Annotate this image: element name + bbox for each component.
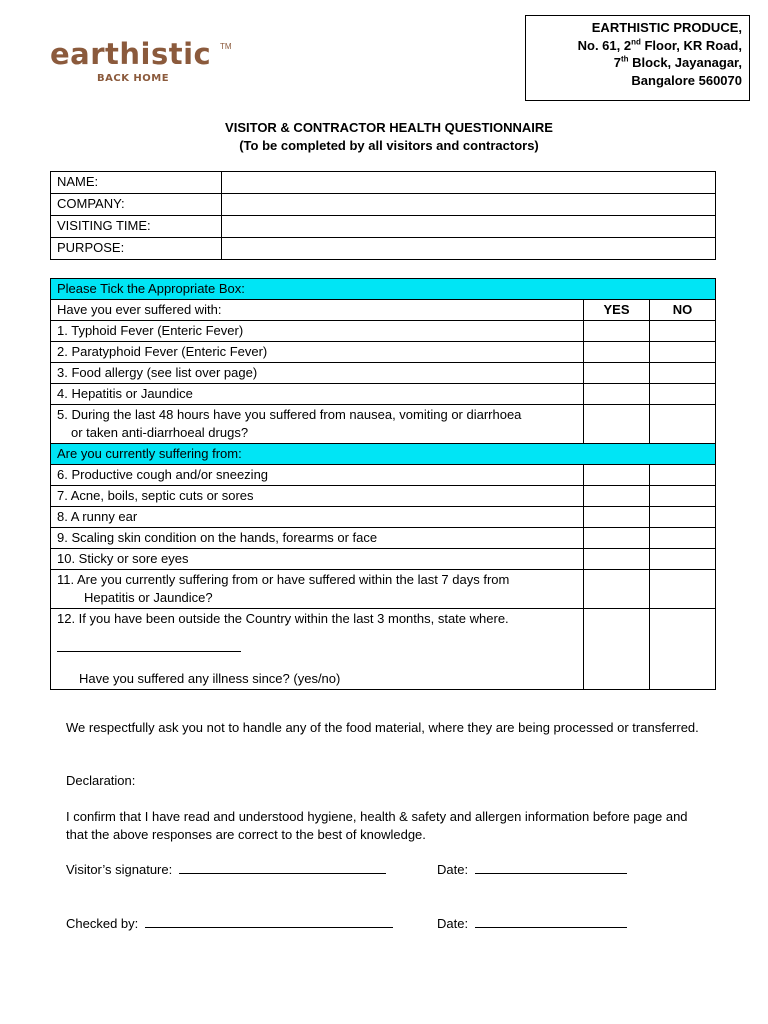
- question-row: [51, 609, 716, 690]
- question-text: [51, 405, 584, 444]
- no-checkbox[interactable]: [650, 342, 716, 363]
- yes-checkbox[interactable]: [584, 363, 650, 384]
- company-field[interactable]: [222, 194, 716, 216]
- company-logo: [50, 37, 240, 84]
- question-line: Have you suffered any illness since? (yes/no): [79, 671, 341, 686]
- question-text: 9. Scaling skin condition on the hands, forearms or face: [51, 528, 584, 549]
- question-row: [51, 342, 716, 363]
- question-row: [51, 384, 716, 405]
- form-title-sub: (To be completed by all visitors and contractors): [239, 138, 539, 153]
- handling-notice: We respectfully ask you not to handle any of the food material, where they are being processed or transferred.: [66, 720, 699, 735]
- no-checkbox[interactable]: [650, 465, 716, 486]
- question-text: 2. Paratyphoid Fever (Enteric Fever): [51, 342, 584, 363]
- yes-checkbox[interactable]: [584, 342, 650, 363]
- section-header: Are you currently suffering from:: [51, 444, 716, 465]
- question-text: [51, 570, 584, 609]
- no-checkbox[interactable]: [650, 570, 716, 609]
- question-text: [51, 609, 584, 690]
- question-text: 4. Hepatitis or Jaundice: [51, 384, 584, 405]
- form-title-main: VISITOR & CONTRACTOR HEALTH QUESTIONNAIRE: [225, 120, 553, 135]
- visitor-info-table: [50, 171, 716, 260]
- date-label: Date:: [437, 916, 469, 931]
- health-questionnaire-table: [50, 278, 716, 690]
- question-row: [51, 507, 716, 528]
- section-header: Please Tick the Appropriate Box:: [51, 279, 716, 300]
- question-row: [51, 363, 716, 384]
- question-line: 11. Are you currently suffering from or have suffered within the last 7 days from: [57, 572, 510, 587]
- visiting-time-field[interactable]: [222, 216, 716, 238]
- info-label: NAME:: [51, 172, 222, 194]
- logo-tagline: BACK HOME: [97, 73, 170, 84]
- info-row-purpose: [51, 238, 716, 260]
- visitor-signature-label: Visitor’s signature:: [66, 862, 173, 877]
- declaration-heading: Declaration:: [66, 773, 136, 788]
- date-line[interactable]: [475, 873, 627, 874]
- question-row: [51, 528, 716, 549]
- question-row: [51, 321, 716, 342]
- no-checkbox[interactable]: [650, 384, 716, 405]
- question-line: or taken anti-diarrhoeal drugs?: [71, 425, 249, 440]
- address-line-2: No. 61, 2nd Floor, KR Road,: [577, 37, 742, 53]
- form-title: [0, 119, 768, 155]
- date-row-1: [437, 861, 637, 879]
- column-header-row: [51, 300, 716, 321]
- country-answer-line[interactable]: [57, 651, 241, 652]
- section-header-row: [51, 279, 716, 300]
- info-row-visiting-time: [51, 216, 716, 238]
- question-text: 10. Sticky or sore eyes: [51, 549, 584, 570]
- yes-checkbox[interactable]: [584, 528, 650, 549]
- yes-checkbox[interactable]: [584, 486, 650, 507]
- date-line[interactable]: [475, 927, 627, 928]
- address-line-1: EARTHISTIC PRODUCE,: [591, 20, 742, 35]
- date-label: Date:: [437, 862, 469, 877]
- checked-by-line[interactable]: [145, 927, 393, 928]
- question-text: 3. Food allergy (see list over page): [51, 363, 584, 384]
- yes-checkbox[interactable]: [584, 465, 650, 486]
- no-checkbox[interactable]: [650, 321, 716, 342]
- company-address: [525, 15, 750, 101]
- logo-trademark: TM: [220, 42, 232, 51]
- question-text: 7. Acne, boils, septic cuts or sores: [51, 486, 584, 507]
- date-row-2: [437, 915, 637, 933]
- question-text: 8. A runny ear: [51, 507, 584, 528]
- question-row: [51, 486, 716, 507]
- question-line: 12. If you have been outside the Country within the last 3 months, state where.: [57, 611, 509, 626]
- address-line-3: 7th Block, Jayanagar,: [613, 54, 742, 70]
- no-column-header: NO: [650, 300, 716, 321]
- no-checkbox[interactable]: [650, 549, 716, 570]
- question-text: 6. Productive cough and/or sneezing: [51, 465, 584, 486]
- question-row: [51, 570, 716, 609]
- yes-checkbox[interactable]: [584, 384, 650, 405]
- question-text: 1. Typhoid Fever (Enteric Fever): [51, 321, 584, 342]
- question-row: [51, 405, 716, 444]
- no-checkbox[interactable]: [650, 486, 716, 507]
- info-label: VISITING TIME:: [51, 216, 222, 238]
- visitor-signature-line[interactable]: [179, 873, 386, 874]
- no-checkbox[interactable]: [650, 528, 716, 549]
- no-checkbox[interactable]: [650, 609, 716, 690]
- ever-suffered-label: Have you ever suffered with:: [51, 300, 584, 321]
- yes-checkbox[interactable]: [584, 321, 650, 342]
- no-checkbox[interactable]: [650, 507, 716, 528]
- question-line: Hepatitis or Jaundice?: [84, 590, 213, 605]
- info-row-company: [51, 194, 716, 216]
- yes-checkbox[interactable]: [584, 570, 650, 609]
- section-header-row: [51, 444, 716, 465]
- question-row: [51, 549, 716, 570]
- name-field[interactable]: [222, 172, 716, 194]
- purpose-field[interactable]: [222, 238, 716, 260]
- yes-checkbox[interactable]: [584, 609, 650, 690]
- checked-by-label: Checked by:: [66, 916, 139, 931]
- logo-wordmark: earthistic: [50, 37, 212, 71]
- no-checkbox[interactable]: [650, 363, 716, 384]
- question-line: 5. During the last 48 hours have you suffered from nausea, vomiting or diarrhoea: [57, 407, 522, 422]
- yes-checkbox[interactable]: [584, 405, 650, 444]
- no-checkbox[interactable]: [650, 405, 716, 444]
- question-row: [51, 465, 716, 486]
- info-label: COMPANY:: [51, 194, 222, 216]
- confirmation-text: I confirm that I have read and understood hygiene, health & safety and allergen information before page and that the above responses are correct to the best of knowledge.: [66, 809, 688, 842]
- yes-checkbox[interactable]: [584, 507, 650, 528]
- info-label: PURPOSE:: [51, 238, 222, 260]
- yes-checkbox[interactable]: [584, 549, 650, 570]
- address-line-4: Bangalore 560070: [631, 72, 742, 88]
- yes-column-header: YES: [584, 300, 650, 321]
- info-row-name: [51, 172, 716, 194]
